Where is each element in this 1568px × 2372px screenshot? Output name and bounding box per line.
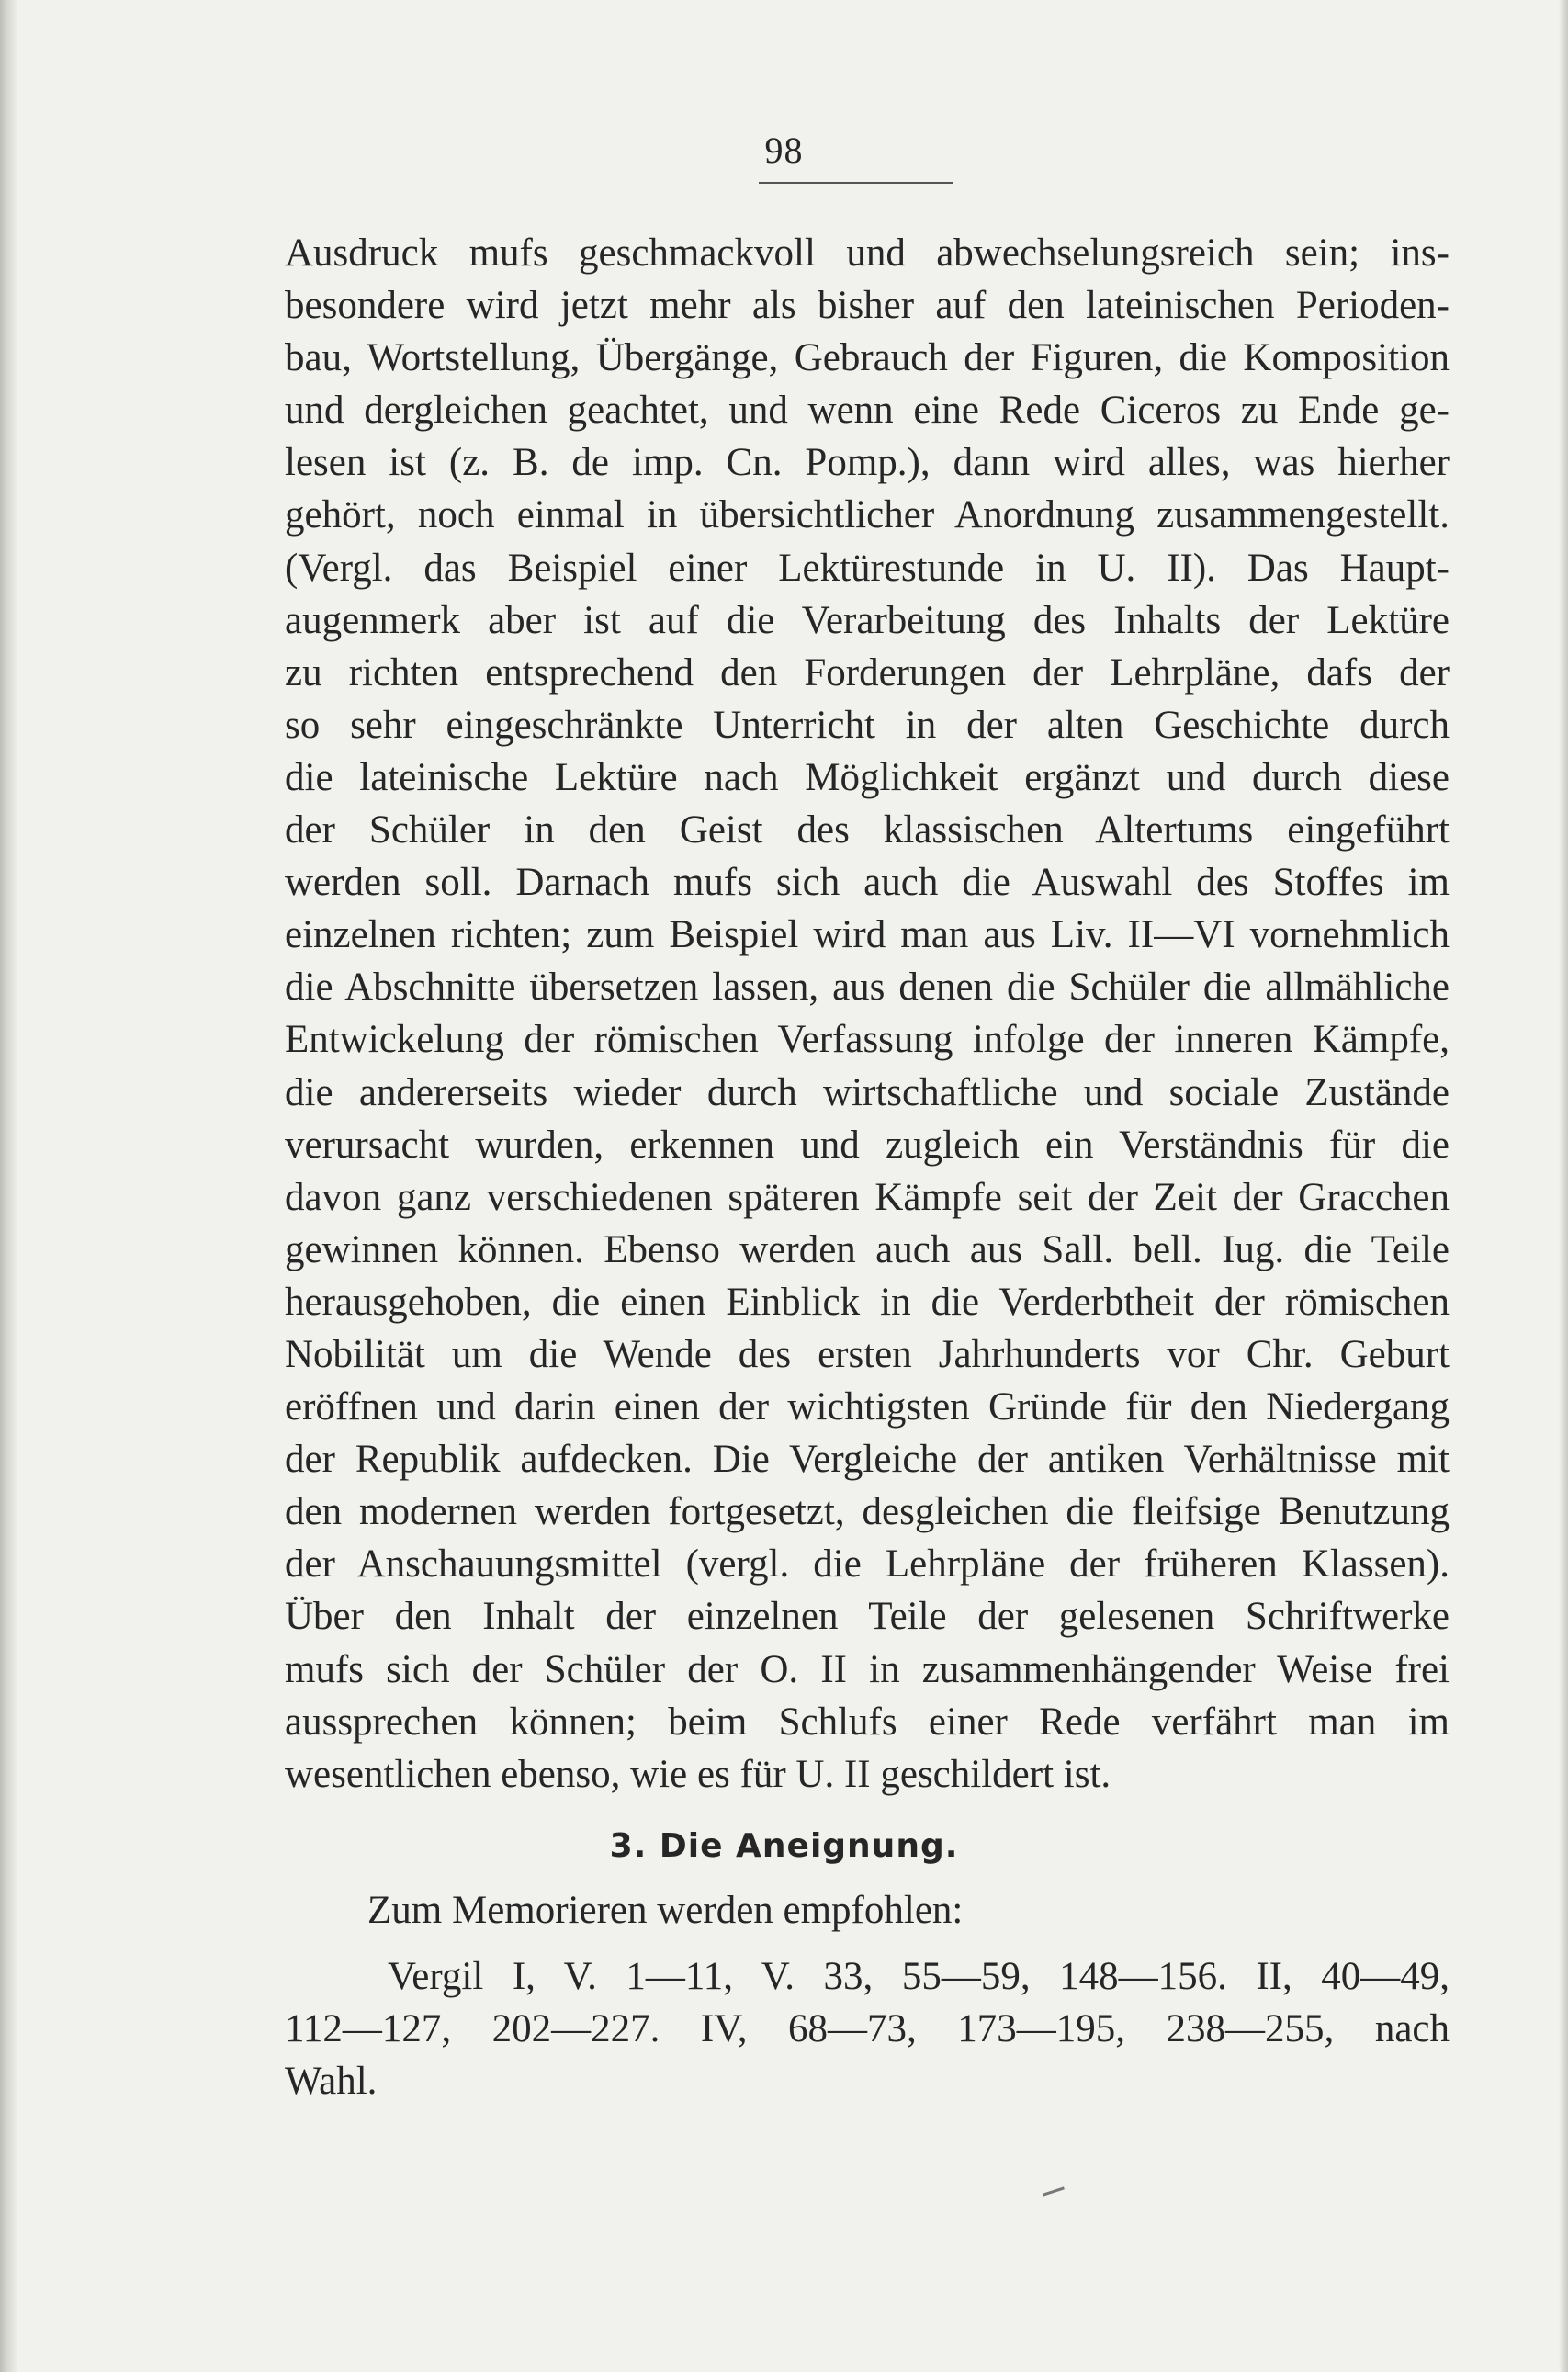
text-line: zu richten entsprechend den Forderungen der Lehrpläne, dafs der	[285, 650, 1450, 695]
text-line: augenmerk aber ist auf die Verarbeitung des Inhalts der Lektüre	[285, 598, 1450, 642]
recommendation-paragraph	[285, 1950, 1450, 2107]
text-line: verursacht wurden, erkennen und zugleich ein Verständnis für die	[285, 1123, 1450, 1167]
text-line: Ausdruck mufs geschmackvoll und abwechselungsreich sein; ins-	[285, 232, 1450, 275]
text-line: gewinnen können. Ebenso werden auch aus Sall. bell. Iug. die Teile	[285, 1227, 1450, 1271]
text-line: der Republik aufdecken. Die Vergleiche der antiken Verhältnisse mit	[285, 1438, 1450, 1482]
text-line: herausgehoben, die einen Einblick in die Verderbtheit der römischen	[285, 1280, 1450, 1324]
section-heading: 3. Die Aneignung.	[609, 1827, 959, 1865]
text-line: Entwickelung der römischen Verfassung infolge der inneren Kämpfe,	[285, 1018, 1450, 1062]
text-line: der Schüler in den Geist des klassischen Altertums eingeführt	[285, 808, 1450, 853]
text-line: (Vergl. das Beispiel einer Lektürestunde in U. II). Das Haupt-	[285, 546, 1450, 590]
page-number-rule	[759, 182, 953, 184]
text-line: den modernen werden fortgesetzt, desgleichen die fleifsige Benutzung	[285, 1490, 1450, 1534]
text-line: gehört, noch einmal in übersichtlicher Anordnung zusammengestellt.	[285, 493, 1450, 537]
section-intro: Zum Memorieren werden empfohlen:	[367, 1889, 964, 1932]
text-line: werden soll. Darnach mufs sich auch die Auswahl des Stoffes im	[285, 861, 1450, 905]
text-line: die Abschnitte übersetzen lassen, aus denen die Schüler die allmähliche	[285, 966, 1450, 1010]
text-line: Vergil I, V. 1—11, V. 33, 55—59, 148—156. II, 40—49,	[388, 1955, 1450, 1998]
text-line: besondere wird jetzt mehr als bisher auf den lateinischen Perioden-	[285, 284, 1450, 328]
text-line: bau, Wortstellung, Übergänge, Gebrauch der Figuren, die Komposition	[285, 336, 1450, 380]
scan-left-edge	[0, 0, 17, 2372]
page-number: 98	[764, 130, 804, 171]
text-line: Über den Inhalt der einzelnen Teile der gelesenen Schriftwerke	[285, 1595, 1450, 1639]
body-paragraph	[285, 227, 1450, 1801]
text-line: eröffnen und darin einen der wichtigsten Gründe für den Niedergang	[285, 1385, 1450, 1429]
text-line: wesentlichen ebenso, wie es für U. II geschildert ist.	[285, 1752, 1111, 1796]
text-line: aussprechen können; beim Schlufs einer Rede verfährt man im	[285, 1700, 1450, 1744]
text-line: die andererseits wieder durch wirtschaftliche und sociale Zustände	[285, 1070, 1450, 1114]
scan-right-edge	[1559, 0, 1568, 2372]
text-line: mufs sich der Schüler der O. II in zusammenhängender Weise frei	[285, 1647, 1450, 1691]
text-line: die lateinische Lektüre nach Möglichkeit ergänzt und durch diese	[285, 755, 1450, 799]
text-line: der Anschauungsmittel (vergl. die Lehrpläne der früheren Klassen).	[285, 1542, 1450, 1587]
text-line: so sehr eingeschränkte Unterricht in der alten Geschichte durch	[285, 703, 1450, 747]
text-line: und dergleichen geachtet, und wenn eine Rede Ciceros zu Ende ge-	[285, 389, 1450, 433]
text-line: Nobilität um die Wende des ersten Jahrhunderts vor Chr. Geburt	[285, 1332, 1450, 1376]
text-line: lesen ist (z. B. de imp. Cn. Pomp.), dann wird alles, was hierher	[285, 441, 1450, 485]
text-line: davon ganz verschiedenen späteren Kämpfe seit der Zeit der Gracchen	[285, 1175, 1450, 1219]
text-line: Wahl.	[285, 2060, 378, 2104]
scan-smudge	[1043, 2186, 1065, 2196]
text-line: 112—127, 202—227. IV, 68—73, 173—195, 238—255, nach	[285, 2007, 1450, 2051]
text-line: einzelnen richten; zum Beispiel wird man aus Liv. II—VI vornehmlich	[285, 913, 1450, 957]
